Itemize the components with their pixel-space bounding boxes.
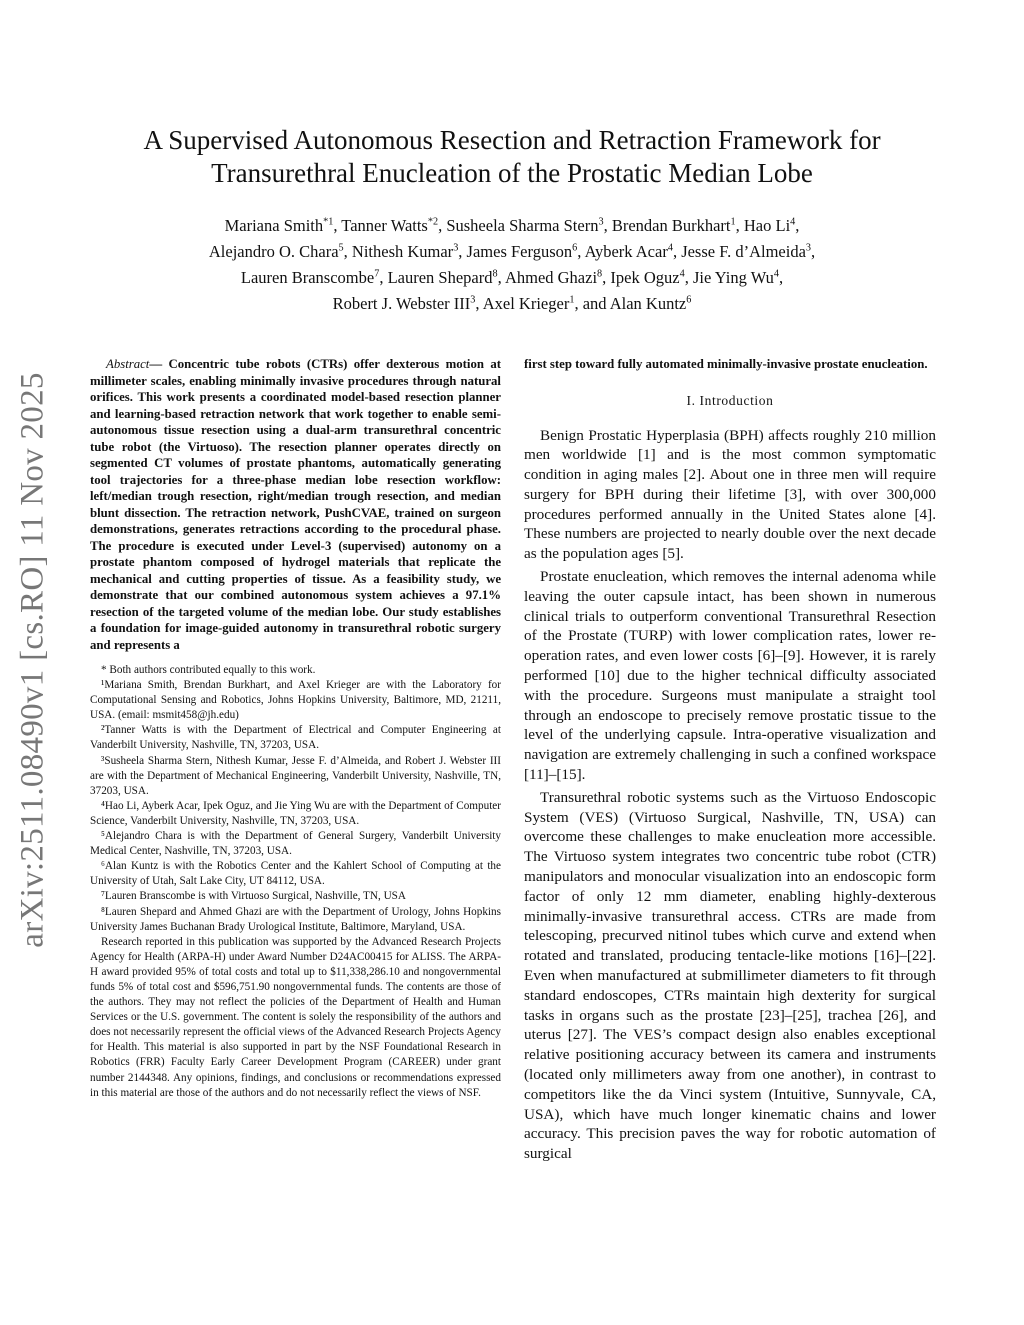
abstract-label: Abstract <box>106 357 150 371</box>
section-heading: I. Introduction <box>686 392 774 408</box>
author: Robert J. Webster III$^3$ <box>332 294 476 313</box>
footnote: * Both authors contributed equally to this work. <box>101 664 316 676</box>
abstract <box>90 356 501 653</box>
footnote: ⁴Hao Li, Ayberk Acar, Ipek Oguz, and Jie Ying Wu are with the Department of Computer Science, Vanderbilt University, Nashville, TN, 37203, USA. <box>90 799 501 827</box>
author: Ayberk Acar$^4$ <box>584 242 673 261</box>
paragraph: Transurethral robotic systems such as the Virtuoso Endoscopic System (VES) (Virtuoso Surgical, Nashville, TN, USA) can overcome these challenges to make enucleation more accessible. The Virtuoso system integrates two concentric tube robot (CTR) manipulators and monocular visualization into an endoscopic form factor of only 12 mm diameter, enabling highly-dexterous minimally-invasive transurethral access. CTRs are made from telescoping, precurved nitinol tubes which curve and extend when rotated and translated, producing tentacle-like motions [16]–[22]. Even when manufactured at submillimeter diameters to fit through standard endoscopes, CTRs maintain high dexterity for surgical tasks in organs such as the prostate [23]–[25], trachea [26], and uterus [27]. The VES’s compact design also enables exceptional relative positioning accuracy between its camera and instruments (located only millimeters away from one another), in contrast to competitors like the da Vinci system (Intuitive, Sunnyvale, CA, USA), which have much longer kinematic chains and lower accuracy. This precision paves the way for robotic automation of surgical <box>524 788 936 1163</box>
paragraph: Benign Prostatic Hyperplasia (BPH) affects roughly 210 million men worldwide [1] and is the most common symptomatic condition in aging males [2]. About one in three men will require surgery for BPH during their lifetime [3], with over 300,000 procedures performed annually in the United States alone [4]. These numbers are projected to nearly double over the next decade as the population ages [5]. <box>524 426 936 563</box>
author: Axel Krieger$^1$ <box>482 294 575 313</box>
funding-note: Research reported in this publication was supported by the Advanced Research Projects Agency for Health (ARPA-H) under Award Number D24AC00415 for ALISS. The ARPA-H award provided 95% of total costs and total up to $11,338,286.10 and nongovernmental funds 5% of total cost and $596,751.90 nongovernmental funds. The contents are those of the authors. They may not reflect the policies of the Department of Health and Human Services or the U.S. government. The content is solely the responsibility of the authors and does not necessarily represent the official views of the Advanced Research Projects Agency for Health. This material is also supported in part by the NSF Foundational Research in Robotics (FRR) Faculty Early Career Development Program (CAREER) under grant number 2144348. Any opinions, findings, and conclusions or recommendations expressed in this material are those of the authors and do not necessarily reflect the views of NSF. <box>90 935 501 1099</box>
footnote: ¹Mariana Smith, Brendan Burkhart, and Axel Krieger are with the Laboratory for Computational Sensing and Robotics, Johns Hopkins University, Baltimore, MD, 21211, USA. (email: msmit458@jh.edu) <box>90 679 501 722</box>
arxiv-id-text: arXiv:2511.08490v1 [cs.RO] 11 Nov 2025 <box>14 372 51 948</box>
author: Jesse F. d’Almeida$^3$ <box>681 242 811 261</box>
footnote: ²Tanner Watts is with the Department of Electrical and Computer Engineering at Vanderbilt University, Nashville, TN, 37203, USA. <box>90 724 501 752</box>
paragraph: Prostate enucleation, which removes the internal adenoma while leaving the outer capsule intact, has been shown in numerous clinical trials to outperform conventional Transurethral Resection of the Prostate (TURP) with lower complication rates, lower re-operation rates, and even lower costs [6]–[9]. However, it is rarely performed [10] due to the higher technical difficulty associated with the procedure. Surgeons must manipulate a straight tool through an endoscope to precisely remove prostatic tissue to the level of the underlying capsule. Intra-operative visualization and navigation are extremely challenging in such a confined workspace [11]–[15]. <box>524 568 936 784</box>
arxiv-identifier <box>8 360 58 960</box>
footnote: ⁶Alan Kuntz is with the Robotics Center and the Kahlert School of Computing at the University of Utah, Salt Lake City, UT 84112, USA. <box>90 860 501 888</box>
author: Susheela Sharma Stern$^3$ <box>446 216 604 235</box>
author: Alan Kuntz$^6$ <box>609 294 692 313</box>
author: Nithesh Kumar$^3$ <box>351 242 459 261</box>
author: Lauren Branscombe$^7$ <box>240 268 380 287</box>
section-body <box>524 426 936 1164</box>
right-column <box>524 356 936 1167</box>
abstract-continued: first step toward fully automated minimally-invasive prostate enucleation. <box>524 357 928 371</box>
author: Brendan Burkhart$^1$ <box>611 216 736 235</box>
author: James Ferguson$^6$ <box>466 242 578 261</box>
paper-title <box>100 124 924 190</box>
left-column <box>90 356 501 1101</box>
author: Ipek Oguz$^4$ <box>610 268 685 287</box>
footnote: ⁷Lauren Branscombe is with Virtuoso Surgical, Nashville, TN, USA <box>101 890 406 903</box>
footnote: ⁵Alejandro Chara is with the Department of General Surgery, Vanderbilt University Medical Center, Nashville, TN, 37203, USA. <box>90 830 501 858</box>
author: Lauren Shepard$^8$ <box>387 268 498 287</box>
author-list: Mariana Smith$^{*1}$, Tanner Watts$^{*2}$, Susheela Sharma Stern$^3$, Brendan Burkhart$^1$, Hao Li$^4$, Alejandro O. Chara$^5$, Nithesh Kumar$^3$, James Ferguson$^6$, Ayberk Acar$^4$, Jesse F. d’Almeida$^3$, Lauren Branscombe$^7$, Lauren Shepard$^8$, Ahmed Ghazi$^8$, Ipek Oguz$^4$, Jie Ying Wu$^4$, Robert J. Webster III$^3$, Axel Krieger$^1$, and Alan Kuntz$^6$ <box>208 216 816 313</box>
abstract-text: — Concentric tube robots (CTRs) offer dexterous motion at millimeter scales, enabling minimally invasive procedures through natural orifices. This work presents a coordinated model-based resection planner and learning-based retraction network that work together to enable semi-autonomous tissue resection using a dual-arm transurethral concentric tube robot (the Virtuoso). The resection planner operates directly on segmented CT volumes of prostate phantoms, automatically generating tool trajectories for a three-phase median lobe resection workflow: left/median trough resection, right/median trough resection, and median blunt dissection. The retraction network, PushCVAE, trained on surgeon demonstrations, generates retractions according to the procedural phase. The procedure is executed under Level-3 (supervised) autonomy on a prostate phantom composed of hydrogel materials that replicate the mechanical and cutting properties of tissue. As a feasibility study, we demonstrate that our combined autonomous system achieves a 97.1% resection of the targeted volume of the median lobe. Our study establishes a foundation for image-guided autonomy in transurethral robotic surgery and represents a <box>90 357 501 652</box>
author: Tanner Watts$^{*2}$ <box>341 216 439 235</box>
author: Hao Li$^4$ <box>743 216 796 235</box>
author: Alejandro O. Chara$^5$ <box>208 242 344 261</box>
author: Mariana Smith$^{*1}$ <box>224 216 334 235</box>
title-line-1: A Supervised Autonomous Resection and Retraction Framework for <box>143 125 881 155</box>
footnote: ³Susheela Sharma Stern, Nithesh Kumar, Jesse F. d’Almeida, and Robert J. Webster III are with the Department of Mechanical Engineering, Vanderbilt University, Nashville, TN, 37203, USA. <box>90 754 501 797</box>
author: Jie Ying Wu$^4$ <box>692 268 779 287</box>
footnote: ⁸Lauren Shepard and Ahmed Ghazi are with the Department of Urology, Johns Hopkins University James Buchanan Brady Urological Institute, Baltimore, Maryland, USA. <box>90 905 501 933</box>
footnotes <box>90 663 501 1101</box>
title-line-2: Transurethral Enucleation of the Prostatic Median Lobe <box>211 158 813 188</box>
author: Ahmed Ghazi$^8$ <box>504 268 603 287</box>
